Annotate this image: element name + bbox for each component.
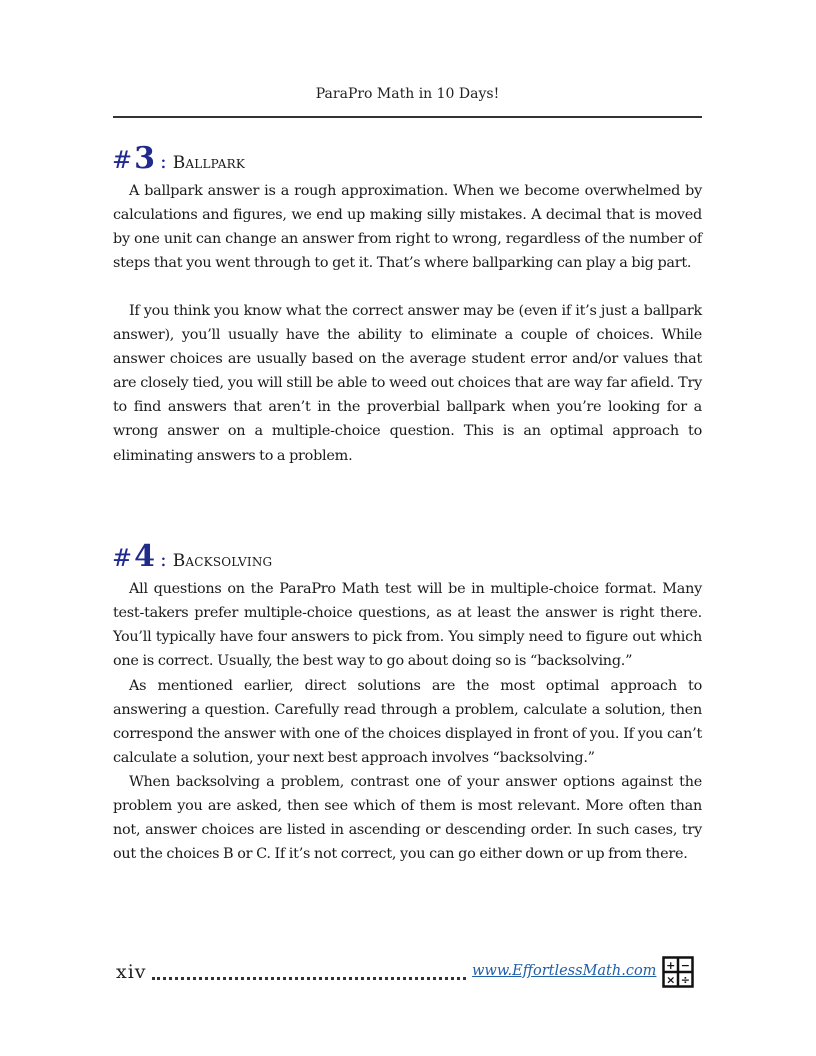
divide-symbol: ÷ [680,973,690,987]
section-heading-backsolving [112,539,272,573]
section-heading-ballpark [112,141,245,175]
website-link[interactable]: www.EffortlessMath.com [472,963,657,979]
heading-colon: : [159,547,167,571]
plus-symbol: + [666,959,676,973]
heading-hash: # [112,146,133,174]
heading-hash: # [112,544,133,572]
minus-symbol: − [680,959,690,973]
heading-number: 3 [134,141,155,176]
running-header-title: ParaPro Math in 10 Days! [315,86,500,102]
heading-number: 4 [134,539,155,574]
paragraph-ballpark-2: If you think you know what the correct answer may be (even if it’s just a ballpark answer), you’ll usually have the ability to eliminate a couple of choices. While answer choices are usually based on the average student error and/or values that are closely tied, you will still be able to weed out choices that are way far afield. Try to find answers that aren’t in the proverbial ballpark when you’re looking for a wrong answer on a multiple-choice question. This is an optimal approach to eliminating answers to a problem. [113,303,702,464]
paragraph-backsolving-2: As mentioned earlier, direct solutions are the most optimal approach to answering a question. Carefully read through a problem, calculate a solution, then correspond the answer with one of the choices displayed in front of you. If you can’t calculate a solution, your next best approach involves “backsolving.” [113,678,702,767]
math-operators-logo-icon [662,956,694,988]
heading-title: Backsolving [172,551,273,571]
header-rule [113,116,702,118]
paragraph-ballpark-1: A ballpark answer is a rough approximation. When we become overwhelmed by calculations and figures, we end up making silly mistakes. A decimal that is moved by one unit can change an answer from right to wrong, regardless of the number of steps that you went through to get it. That’s where ballparking can play a big part. [113,183,702,272]
footer-dot-leader [152,977,466,980]
paragraph-backsolving-1: All questions on the ParaPro Math test will be in multiple-choice format. Many test-takers prefer multiple-choice questions, as at least the answer is right there. You’ll typically have four answers to pick from. You simply need to figure out which one is correct. Usually, the best way to go about doing so is “backsolving.” [113,581,702,670]
heading-colon: : [159,149,167,173]
paragraph-backsolving-3: When backsolving a problem, contrast one of your answer options against the problem you are asked, then see which of them is most relevant. More often than not, answer choices are listed in ascending or descending order. In such cases, try out the choices B or C. If it’s not correct, you can go either down or up from there. [113,774,702,863]
page-number: xiv [116,961,147,983]
heading-title: Ballpark [172,153,246,173]
times-symbol: × [666,973,676,987]
